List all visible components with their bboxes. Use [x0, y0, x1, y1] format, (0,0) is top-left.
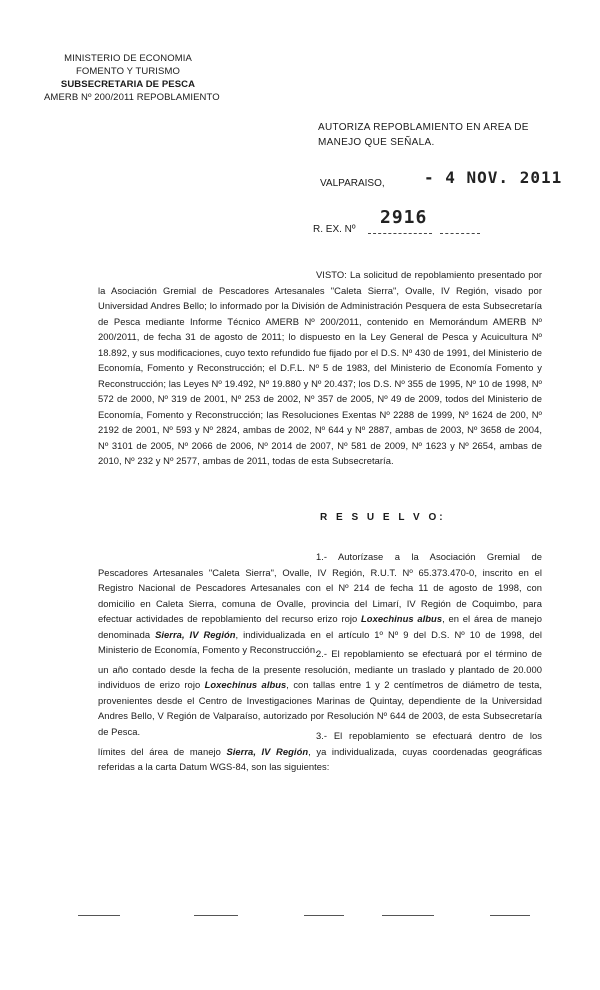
resolution-number: 2916 — [380, 207, 428, 228]
document-title: AUTORIZA REPOBLAMIENTO EN AREA DE MANEJO QUE SEÑALA. — [318, 122, 529, 148]
letterhead-ministry: MINISTERIO DE ECONOMIA — [64, 53, 192, 64]
signature-line — [194, 915, 238, 916]
article-3-text-a: 3.- El repoblamiento se efectuará dentro de los límites del área de manejo — [98, 730, 542, 757]
article-1-text-a: 1.- Autorízase a la Asociación Gremial de Pescadores Artesanales "Caleta Sierra", Ovalle, IV Región, R.U.T. Nº 65.373.470-0, inscrito en el Registro Nacional de Pescadores Artesanales con el Nº 214 de fecha 11 de agosto de 1998, con domicilio en Caleta Sierra, comuna de Ovalle, provincia del Limarí, IV Región de Coquimbo, para efectuar actividades de repoblamiento del recurso erizo rojo — [98, 551, 542, 624]
signature-line — [304, 915, 344, 916]
letterhead-subsecretaria: SUBSECRETARIA DE PESCA — [60, 79, 196, 90]
visto-paragraph: VISTO: La solicitud de repoblamiento presentado por la Asociación Gremial de Pescadores Artesanales "Caleta Sierra", Ovalle, IV Región, visado por Universidad Andres Bello; lo informado por la División de Administración Pesquera de esta Subsecretaría de Pesca mediante Informe Técnico AMERB Nº 200/2011, contenido en Memorándum AMERB Nº 200/2011, de fecha 31 de agosto de 2011; lo dispuesto en la Ley General de Pesca y Acuicultura Nº 18.892, y sus modificaciones, cuyo texto refundido fue fijado por el D.S. Nº 430 de 1991, del Ministerio de Economía, Fomento y Reconstrucción; el D.F.L. Nº 5 de 1983, del Ministerio de Economía Fomento y Reconstrucción; las Leyes Nº 19.492, Nº 19.880 y Nº 20.437; los D.S. Nº 355 de 1995, Nº 10 de 1998, Nº 572 de 2000, Nº 319 de 2001, Nº 253 de 2002, Nº 357 de 2005, Nº 49 de 2009, todos del Ministerio de Economía, Fomento y Reconstrucción; las Resoluciones Exentas Nº 2288 de 1999, Nº 1624 de 200, Nº 2192 de 2001, Nº 593 y Nº 2824, ambas de 2002, Nº 644 y Nº 2887, ambas de 2003, Nº 3658 de 2004, Nº 3101 de 2005, Nº 2066 de 2006, Nº 2014 de 2007, Nº 581 de 2009, Nº 1623 y Nº 2654, ambas de 2010, Nº 232 y Nº 2577, ambas de 2011, todas de esta Subsecretaría. — [98, 269, 542, 466]
resolution-number-underline-2 — [440, 233, 480, 234]
signature-line — [490, 915, 530, 916]
letterhead — [28, 52, 228, 104]
article-1-area-name: Sierra, IV Región — [155, 628, 236, 640]
signature-line — [382, 915, 434, 916]
resolution-label: R. EX. Nº — [313, 224, 356, 235]
resuelvo-heading: R E S U E L V O: — [320, 512, 446, 523]
article-3 — [98, 728, 542, 775]
date-stamp: - 4 NOV. 2011 — [424, 168, 563, 187]
letterhead-reference: AMERB Nº 200/2011 REPOBLAMIENTO — [44, 92, 220, 103]
article-2-text-b: , con tallas entre 1 y 2 centímetros de diámetro de testa, provenientes desde el Centro de Investigaciones Marinas de Quintay, dependiente de la Universidad Andres Bello, V Región de Valparaíso, autorizado por Resolución Nº 644 de 2003, de esta Subsecretaría de Pesca. — [98, 679, 542, 737]
article-3-text-b: , ya individualizada, cuyas coordenadas geográficas referidas a la carta Datum WGS-84, son las siguientes: — [98, 745, 542, 772]
letterhead-ministry-sub: FOMENTO Y TURISMO — [76, 66, 180, 77]
article-1 — [98, 549, 542, 658]
resolution-number-underline — [368, 233, 432, 234]
article-1-species: Loxechinus albus — [361, 613, 443, 624]
article-1-text-c: , individualizada en el artículo 1º Nº 9 del D.S. Nº 10 de 1998, del Ministerio de Economía, Fomento y Reconstrucción. — [98, 628, 543, 655]
article-2 — [98, 646, 542, 739]
article-1-text-b: , en el área de manejo denominada — [98, 613, 542, 640]
article-3-area-name: Sierra, IV Región — [226, 745, 309, 757]
place-label: VALPARAISO, — [320, 178, 385, 189]
article-2-text-a: 2.- El repoblamiento se efectuará por el término de un año contado desde la fecha de la presente resolución, mediante un traslado y plantado de 20.000 individuos de erizo rojo — [98, 648, 542, 690]
signature-line — [78, 915, 120, 916]
article-2-species: Loxechinus albus — [204, 679, 287, 690]
